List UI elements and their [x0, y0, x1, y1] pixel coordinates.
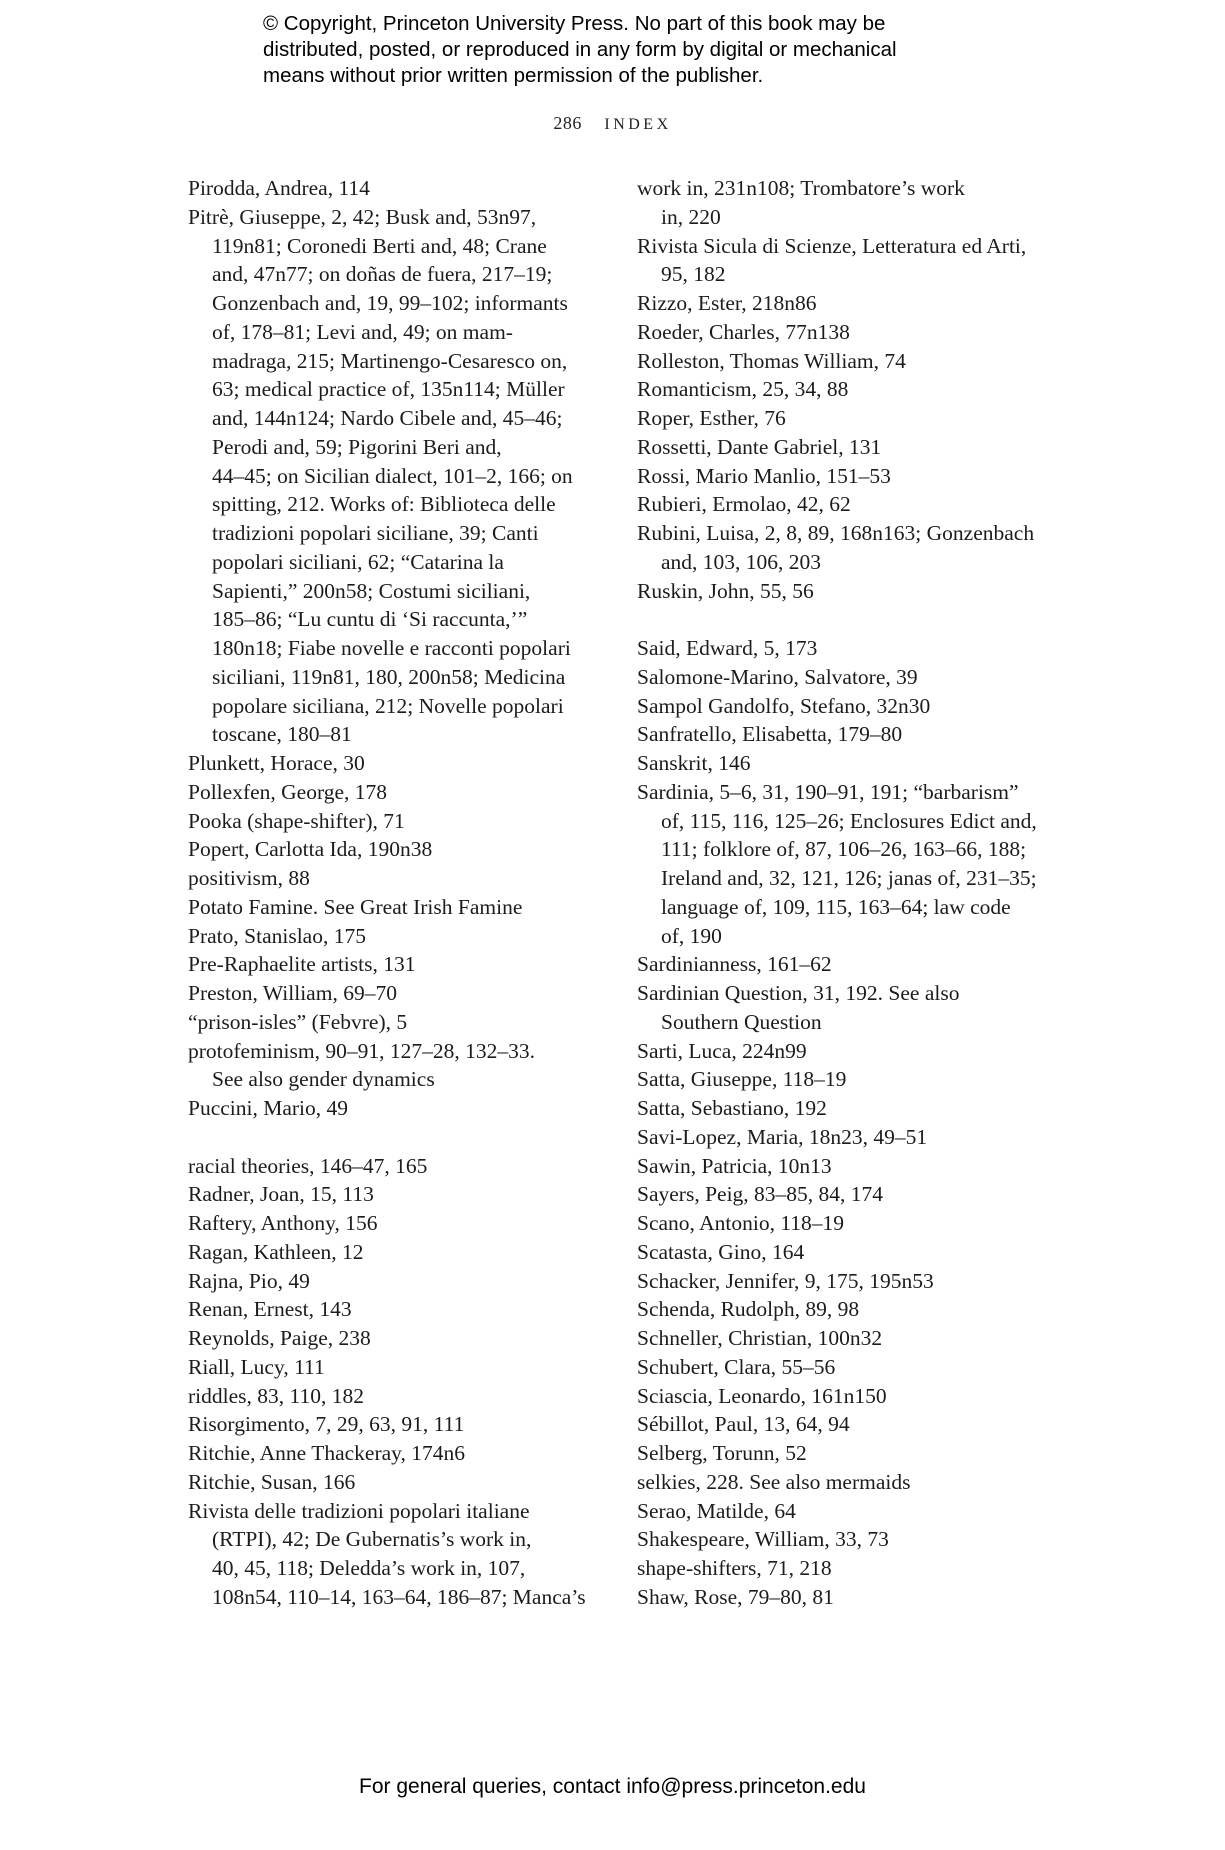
index-entry-headword-line: Ritchie, Anne Thackeray, 174n6	[188, 1441, 466, 1465]
index-entry-continuation-line: popolari siciliani, 62; “Catarina la	[212, 549, 504, 574]
index-entry-headword-line: Selberg, Torunn, 52	[637, 1441, 807, 1465]
index-entry-continuation-line: Sapienti,” 200n58; Costumi siciliani,	[212, 578, 531, 603]
index-entry-headword-line: Pirodda, Andrea, 114	[188, 176, 370, 200]
index-entry-headword-line: work in, 231n108; Trombatore’s work	[637, 176, 965, 200]
index-entry	[637, 663, 1057, 692]
index-entry	[637, 347, 1057, 376]
index-entry-continuation-line: 111; folklore of, 87, 106–26, 163–66, 188;	[661, 837, 1027, 862]
index-entry	[188, 1439, 608, 1468]
index-entry-headword-line: Sanfratello, Elisabetta, 179–80	[637, 722, 903, 747]
index-entry-continuation-line: 44–45; on Sicilian dialect, 101–2, 166; on	[212, 463, 573, 488]
index-entry	[188, 1324, 608, 1353]
index-entry	[637, 462, 1057, 491]
index-entry	[188, 950, 608, 979]
index-entry-continuation-line: Perodi and, 59; Pigorini Beri and,	[212, 434, 502, 459]
index-entry-headword-line: Scano, Antonio, 118–19	[637, 1211, 845, 1235]
index-entry	[637, 1353, 1057, 1382]
index-entry	[637, 375, 1057, 404]
index-entry	[188, 1180, 608, 1209]
index-entry-headword-line: Savi-Lopez, Maria, 18n23, 49–51	[637, 1124, 928, 1149]
index-entry	[188, 1382, 608, 1411]
index-entry-headword-line: Popert, Carlotta Ida, 190n38	[188, 837, 433, 862]
index-entry-headword-line: Rajna, Pio, 49	[188, 1268, 310, 1293]
index-entry-headword-line: Satta, Sebastiano, 192	[637, 1096, 827, 1120]
index-entry-headword-line: Roper, Esther, 76	[637, 406, 786, 430]
index-entry	[637, 577, 1057, 606]
index-entry	[637, 289, 1057, 318]
index-entry	[637, 1037, 1057, 1066]
index-entry-headword-line: Rolleston, Thomas William, 74	[637, 348, 906, 373]
index-entry	[637, 490, 1057, 519]
index-entry	[637, 1209, 1057, 1238]
index-entry-headword-line: Sarti, Luca, 224n99	[637, 1038, 807, 1063]
index-entry	[637, 979, 1057, 1037]
index-entry-continuation-line: and, 103, 106, 203	[661, 549, 822, 574]
index-entry	[637, 749, 1057, 778]
copyright-line: © Copyright, Princeton University Press. No part of this book may be	[263, 12, 886, 35]
index-entry-headword-line: Riall, Lucy, 111	[188, 1354, 325, 1379]
index-entry	[637, 1238, 1057, 1267]
index-entry-headword-line: Rossi, Mario Manlio, 151–53	[637, 463, 891, 488]
index-entry	[637, 634, 1057, 663]
index-entry	[637, 1583, 1057, 1612]
index-entry-continuation-line: of, 115, 116, 125–26; Enclosures Edict and,	[661, 808, 1037, 833]
index-entry	[637, 1295, 1057, 1324]
index-entry-headword-line: Said, Edward, 5, 173	[637, 636, 818, 660]
index-entry-headword-line: Sampol Gandolfo, Stefano, 32n30	[637, 693, 931, 718]
index-entry	[188, 807, 608, 836]
index-entry-continuation-line: madraga, 215; Martinengo-Cesaresco on,	[212, 348, 568, 373]
index-entry-continuation-line: 95, 182	[661, 262, 726, 287]
index-entry-headword-line: Risorgimento, 7, 29, 63, 91, 111	[188, 1412, 465, 1437]
index-entry	[188, 1152, 608, 1181]
index-entry-headword-line: Rivista Sicula di Scienze, Letteratura ed Arti,	[637, 233, 1027, 258]
index-entry-headword-line: Radner, Joan, 15, 113	[188, 1182, 374, 1207]
index-entry-headword-line: Reynolds, Paige, 238	[188, 1326, 371, 1350]
index-entry	[188, 1267, 608, 1296]
index-entry-headword-line: Rivista delle tradizioni popolari italiane	[188, 1498, 530, 1523]
index-entry-headword-line: selkies, 228. See also mermaids	[637, 1469, 911, 1494]
index-entry-continuation-line: in, 220	[661, 204, 721, 229]
index-entry-headword-line: Sardinianness, 161–62	[637, 952, 832, 977]
index-entry-headword-line: shape-shifters, 71, 218	[637, 1556, 832, 1580]
index-entry-headword-line: Ritchie, Susan, 166	[188, 1469, 356, 1494]
index-entry	[637, 1468, 1057, 1497]
letter-section-gap	[188, 1123, 608, 1152]
index-entry-headword-line: Sardinian Question, 31, 192. See also	[637, 981, 960, 1005]
footer-contact: For general queries, contact info@press.princeton.edu	[359, 1775, 866, 1798]
index-entry-continuation-line: 180n18; Fiabe novelle e racconti popolari	[212, 636, 571, 660]
index-entry-continuation-line: spitting, 212. Works of: Biblioteca delle	[212, 492, 556, 517]
index-entry-continuation-line: 108n54, 110–14, 163–64, 186–87; Manca’s	[212, 1584, 586, 1609]
index-entry-continuation-line: and, 144n124; Nardo Cibele and, 45–46;	[212, 406, 563, 430]
index-entry-continuation-line: 63; medical practice of, 135n114; Müller	[212, 377, 565, 402]
index-entry-headword-line: Pooka (shape-shifter), 71	[188, 808, 405, 833]
index-entry-headword-line: Preston, William, 69–70	[188, 981, 397, 1005]
index-entry-continuation-line: toscane, 180–81	[212, 722, 352, 747]
index-entry-headword-line: Schneller, Christian, 100n32	[637, 1326, 883, 1350]
copyright-line: means without prior written permission of the publisher.	[263, 64, 764, 87]
index-entry	[188, 749, 608, 778]
index-column-left	[188, 174, 608, 1612]
index-entry	[188, 835, 608, 864]
index-entry-continuation-line: siciliani, 119n81, 180, 200n58; Medicina	[212, 664, 566, 689]
index-entry	[188, 922, 608, 951]
index-entry-headword-line: Prato, Stanislao, 175	[188, 923, 366, 948]
index-entry	[637, 1180, 1057, 1209]
index-entry	[188, 1468, 608, 1497]
index-entry-headword-line: Rossetti, Dante Gabriel, 131	[637, 434, 882, 459]
index-entry	[637, 433, 1057, 462]
index-entry-continuation-line: and, 47n77; on doñas de fuera, 217–19;	[212, 262, 553, 287]
index-entry	[637, 1410, 1057, 1439]
index-entry	[637, 1497, 1057, 1526]
index-entry	[188, 1410, 608, 1439]
copyright-line: distributed, posted, or reproduced in any form by digital or mechanical	[263, 38, 897, 61]
index-entry-headword-line: Rizzo, Ester, 218n86	[637, 291, 817, 315]
index-entry	[637, 1382, 1057, 1411]
index-entry-headword-line: Sanskrit, 146	[637, 751, 751, 775]
index-entry-headword-line: positivism, 88	[188, 866, 310, 890]
index-entry-headword-line: Roeder, Charles, 77n138	[637, 319, 850, 344]
index-entry-continuation-line: popolare siciliana, 212; Novelle popolari	[212, 693, 564, 718]
letter-section-gap	[637, 605, 1057, 634]
index-entry-headword-line: Pitrè, Giuseppe, 2, 42; Busk and, 53n97,	[188, 204, 537, 229]
index-entry-headword-line: Sébillot, Paul, 13, 64, 94	[637, 1412, 850, 1437]
index-entry-continuation-line: tradizioni popolari siciliane, 39; Canti	[212, 521, 539, 545]
index-entry	[188, 1008, 608, 1037]
index-entry	[188, 1295, 608, 1324]
index-entry-headword-line: Shaw, Rose, 79–80, 81	[637, 1584, 834, 1609]
index-entry	[188, 864, 608, 893]
index-entry-continuation-line: See also gender dynamics	[212, 1067, 435, 1092]
index-entry	[637, 720, 1057, 749]
index-entry-headword-line: Rubieri, Ermolao, 42, 62	[637, 492, 851, 517]
index-entry	[188, 1497, 608, 1612]
index-entry-headword-line: Rubini, Luisa, 2, 8, 89, 168n163; Gonzenbach	[637, 521, 1035, 545]
index-entry-headword-line: Raftery, Anthony, 156	[188, 1211, 378, 1235]
page-title: INDEX	[604, 116, 672, 133]
index-entry	[188, 203, 608, 749]
index-entry-continuation-line: 185–86; “Lu cuntu di ‘Si raccunta,’”	[212, 607, 528, 632]
index-entry-headword-line: Ragan, Kathleen, 12	[188, 1239, 364, 1264]
index-entry-headword-line: Pollexfen, George, 178	[188, 779, 388, 804]
index-entry	[637, 1123, 1057, 1152]
index-entry	[188, 174, 608, 203]
index-entry-continuation-line: 40, 45, 118; Deledda’s work in, 107,	[212, 1556, 526, 1580]
index-entry-continuation-line: of, 190	[661, 923, 722, 948]
index-entry-headword-line: Schacker, Jennifer, 9, 175, 195n53	[637, 1268, 934, 1293]
index-entry-headword-line: Pre-Raphaelite artists, 131	[188, 952, 416, 977]
index-entry	[637, 778, 1057, 951]
copyright-notice	[263, 11, 1003, 89]
index-entry	[637, 950, 1057, 979]
index-entry	[188, 979, 608, 1008]
index-entry-continuation-line: (RTPI), 42; De Gubernatis’s work in,	[212, 1527, 532, 1552]
index-entry-headword-line: Sardinia, 5–6, 31, 190–91, 191; “barbarism”	[637, 779, 1019, 804]
index-entry-headword-line: Schubert, Clara, 55–56	[637, 1354, 836, 1379]
index-entry	[637, 692, 1057, 721]
index-entry-continuation-line: Southern Question	[661, 1009, 822, 1034]
index-entry	[637, 1267, 1057, 1296]
index-entry	[637, 1065, 1057, 1094]
index-entry-headword-line: Puccini, Mario, 49	[188, 1096, 349, 1120]
index-entry	[637, 174, 1057, 232]
index-entry	[188, 778, 608, 807]
index-entry-headword-line: Renan, Ernest, 143	[188, 1297, 352, 1322]
index-entry	[637, 1152, 1057, 1181]
index-entry-headword-line: “prison-isles” (Febvre), 5	[188, 1009, 408, 1034]
index-entry-headword-line: Plunkett, Horace, 30	[188, 751, 365, 775]
page-number: 286	[553, 113, 582, 133]
index-entry	[188, 1209, 608, 1238]
index-entry	[188, 893, 608, 922]
index-entry-headword-line: Serao, Matilde, 64	[637, 1498, 796, 1523]
running-head	[0, 113, 1225, 134]
index-entry-headword-line: Sciascia, Leonardo, 161n150	[637, 1383, 887, 1408]
index-entry-headword-line: Potato Famine. See Great Irish Famine	[188, 894, 523, 919]
index-entry-continuation-line: 119n81; Coronedi Berti and, 48; Crane	[212, 233, 547, 258]
index-entry	[637, 404, 1057, 433]
index-entry-headword-line: Ruskin, John, 55, 56	[637, 578, 814, 603]
index-entry	[188, 1238, 608, 1267]
index-entry	[637, 1094, 1057, 1123]
index-entry-headword-line: racial theories, 146–47, 165	[188, 1153, 428, 1178]
index-entry-headword-line: Satta, Giuseppe, 118–19	[637, 1067, 847, 1092]
index-entry-headword-line: riddles, 83, 110, 182	[188, 1383, 364, 1408]
index-column-right	[637, 174, 1057, 1612]
index-entry-continuation-line: Ireland and, 32, 121, 126; janas of, 231–35;	[661, 866, 1037, 890]
index-entry	[637, 519, 1057, 577]
index-entry	[188, 1094, 608, 1123]
index-entry-continuation-line: Gonzenbach and, 19, 99–102; informants	[212, 291, 568, 315]
index-entry	[188, 1353, 608, 1382]
index-entry-continuation-line: language of, 109, 115, 163–64; law code	[661, 894, 1011, 919]
index-entry	[637, 318, 1057, 347]
index-entry	[637, 1554, 1057, 1583]
index-entry-headword-line: Romanticism, 25, 34, 88	[637, 377, 849, 402]
index-entry-headword-line: Sayers, Peig, 83–85, 84, 174	[637, 1182, 884, 1207]
index-entry-headword-line: Shakespeare, William, 33, 73	[637, 1527, 889, 1552]
index-entry-headword-line: Sawin, Patricia, 10n13	[637, 1153, 832, 1178]
index-entry-headword-line: protofeminism, 90–91, 127–28, 132–33.	[188, 1038, 535, 1063]
index-entry	[188, 1037, 608, 1095]
index-entry-headword-line: Schenda, Rudolph, 89, 98	[637, 1297, 860, 1322]
index-entry	[637, 1324, 1057, 1353]
index-entry	[637, 232, 1057, 290]
index-entry	[637, 1525, 1057, 1554]
index-entry-headword-line: Scatasta, Gino, 164	[637, 1239, 805, 1264]
index-entry-headword-line: Salomone-Marino, Salvatore, 39	[637, 664, 918, 689]
index-entry	[637, 1439, 1057, 1468]
index-entry-continuation-line: of, 178–81; Levi and, 49; on mam-	[212, 319, 513, 344]
